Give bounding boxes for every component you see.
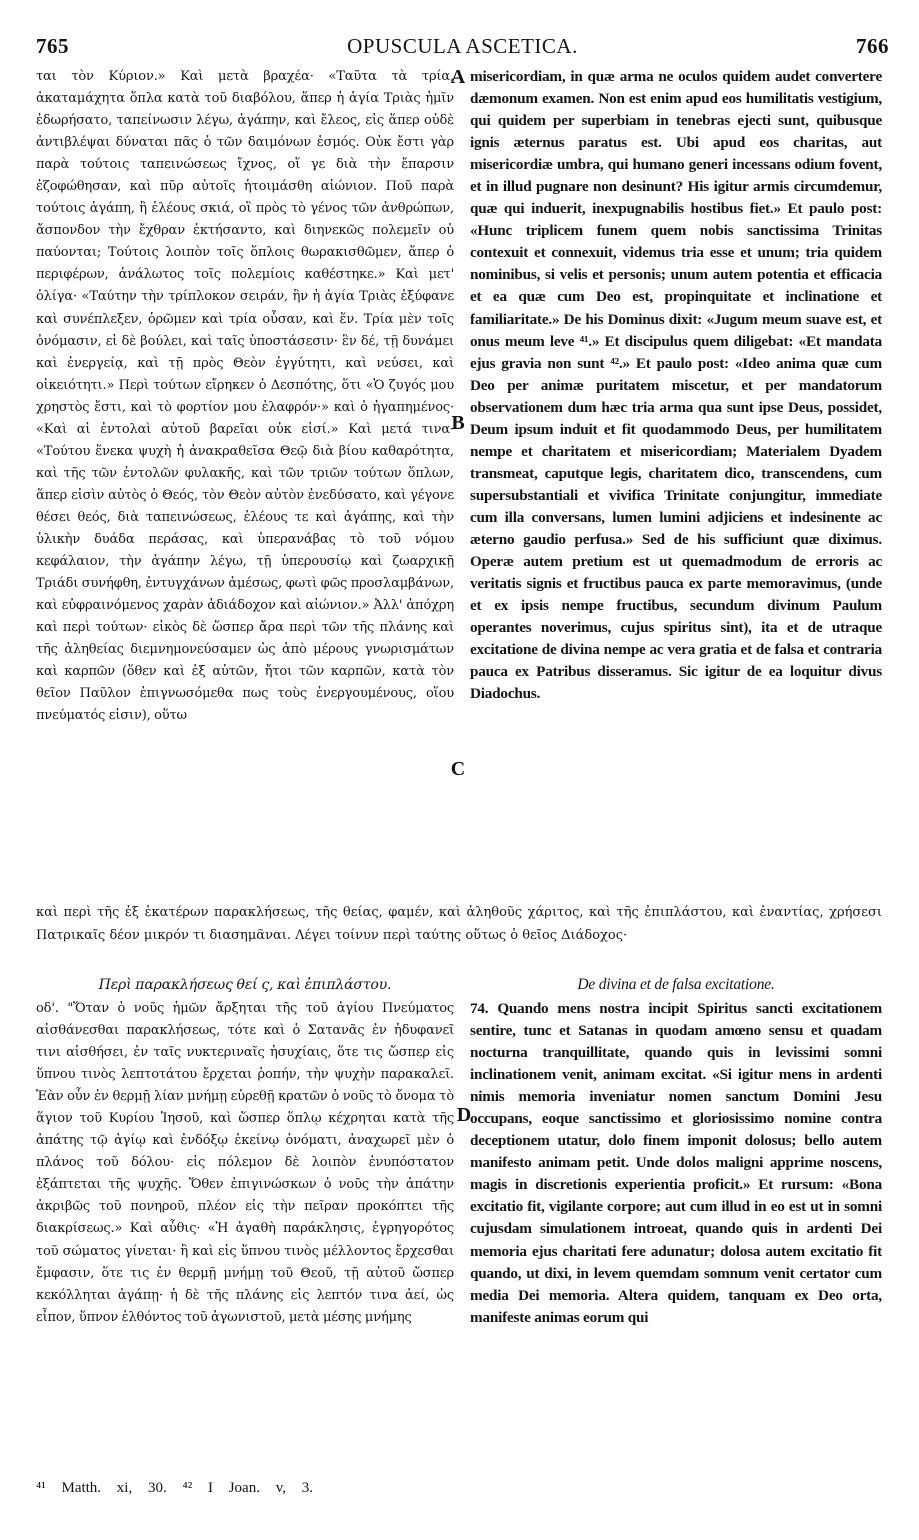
page-number-left: 765 — [36, 34, 69, 58]
latin-text-bottom: 74. Quando mens nostra incipit Spiritus sancti excitationem sentire, tunc et Satanas in quodam amœno sensu et quadam nocturna tranquillitate, quando quis in levissimi somni inclinationem venit, animam excitat. «Si igitur mens in ardenti nimis memoria inveniatur nomen sanctum Domini Jesu occupans, eoque sanctissimo et gloriosissimo nomine contra deceptionem utatur, dolo finem imponit dolosus; bello autem manifesto animam petit. Unde dolos maligni apprime noscens, magis in discretionis experientia proficit.» Et rursum: «Bona excitatio fit, vigilante corpore; aut cum illud in eo est ut in somni cujusdam simulationem introeat, quando quis in ardenti Dei memoria ejus charitati fere adunatur; dolosa autem excitatio fit quando, ut dixi, in levem quemdam somnum venit certator cum media Dei memoria. Altera quidem, tanquam ex Deo orta, manifeste animas eorum qui — [470, 1000, 882, 1326]
greek-text-top: ται τὸν Κύριον.» Καὶ μετὰ βραχέα· «Ταῦτα τὰ τρία, ἀκαταμάχητα ὅπλα κατὰ τοῦ διαβόλου, ἅπερ ἡ ἁγία Τριὰς ἡμῖν ἐδωρήσατο, ταπείνωσιν λέγω, ἀγάπην, καὶ ἔλεος, εἰς ἅπερ οὐδὲ ἀντιβλέψαι δύναται πᾶς ὁ τῶν δαιμόνων ἑσμός. Οὐκ ἔστι γὰρ παρὰ τούτοις ταπεινώσεως ἴχνος, οἵ γε διὰ τὴν ἔπαρσιν ἐζοφώθησαν, καὶ πῦρ αὐτοῖς ἡτοιμάσθη αἰώνιον. Ποῦ παρὰ τούτοις ἀγάπη, ἢ ἐλέους σκιά, οἳ πρὸς τὸ γένος τῶν ἀνθρώπων, ἄσπονδον τὴν ἔχθραν ἐκτήσαντο, καὶ διηνεκῶς πολεμεῖν οὐ παύονται; Τούτοις λοιπὸν τοῖς ὅπλοις θωρακισθῶμεν, ἅπερ ὁ περιφέρων, ἀνάλωτος τοῖς πολεμίοις καθέστηκε.» Καὶ μετ' ὀλίγα· «Ταύτην τὴν τρίπλοκον σειράν, ἣν ἡ ἁγία Τριὰς ἐξύφανε καὶ συνέπλεξεν, ὁρῶμεν καὶ τρία οὖσαν, καὶ ἕν. Τρία μὲν τοῖς ὀνόμασιν, εἰ δὲ βούλει, καὶ ταῖς ὑποστάσεσιν· ἓν δέ, τῇ δυνάμει καὶ ἐνεργείᾳ, καὶ τῇ πρὸς Θεὸν ἐγγύτητι, καὶ νεύσει, καὶ οἰκειότητι.» Περὶ τούτων εἴρηκεν ὁ Δεσπότης, ὅτι «Ὁ ζυγός μου χρηστὸς ἔστι, καὶ τὸ φορτίον μου ἐλαφρόν·» καὶ ὁ ἠγαπημένος· «Καὶ αἱ ἐντολαὶ αὐτοῦ βαρεῖαι οὐκ εἰσί.» Καὶ μετά τινα· «Τούτου ἕνεκα ψυχὴ ἡ ἀνακραθεῖσα Θεῷ διὰ βίου καθαρότητα, καὶ τῆς τῶν ἐντολῶν φυλακῆς, καὶ τῶν τριῶν τούτων ὅπλων, ἅπερ εἰσὶν αὐτὸς ὁ Θεός, τὸν Θεὸν αὐτὸν ἐνεδύσατο, καὶ γέγονε θέσει θεός, διὰ ταπεινώσεως, ἐλέους τε καὶ ἀγάπης, καὶ τὴν ὑλικὴν δυάδα περάσας, καὶ ὑπερανάβας τὸ τοῦ νόμου κεφάλαιον, τὴν ἀγάπην λέγω, τῇ ὑπερουσίῳ καὶ ζωαρχικῇ Τριάδι συνήφθη, ἐντυγχάνων ἀμέσως, φωτὶ φῶς προσλαμβάνων, καὶ εὐφραινόμενος χαρὰν ἀδιάδοχον καὶ αἰώνιον.» Ἀλλ' ἀπόχρη καὶ περὶ τούτων· εἰκὸς δὲ ὥσπερ ἄρα περὶ τῶν τῆς πλάνης καὶ τῆς ἀληθείας διεμνημονεύσαμεν ὡς ἀπὸ μέρους γνωρισμάτων καὶ καρπῶν (ὅθεν καὶ ἐξ αὐτῶν, ἤτοι τῶν καρπῶν, κατὰ τὸν θεῖον Παῦλον ἐπιγνωσόμεθα πως τοὺς ἐνεργουμένους, οἵου πνεύματός εἰσιν), οὕτω — [36, 69, 454, 724]
greek-heading-text: Περὶ παρακλήσεως θεί ς, καὶ ἐπιπλάστου. — [98, 977, 392, 993]
greek-column-top — [36, 66, 454, 902]
greek-text-bottom: οδ'. "Ὅταν ὁ νοῦς ἡμῶν ἄρξηται τῆς τοῦ ἁγίου Πνεύματος αἰσθάνεσθαι παρακλήσεως, τότε καὶ ὁ Σατανᾶς ἐν ἡδυφανεῖ τινι αἰσθήσει, ἐν ταῖς νυκτεριναῖς ἡσυχίαις, ὅτε τις ὥσπερ εἰς ὕπνου τινὸς λεπτοτάτου ἔρχεται ῥοπήν, τὴν ψυχὴν παρακαλεῖ. Ἐὰν οὖν ἐν θερμῇ λίαν μνήμῃ εὑρεθῇ κρατῶν ὁ νοῦς τὸ ὄνομα τὸ ἅγιον τοῦ Κυρίου Ἰησοῦ, καὶ ὥσπερ ὅπλῳ κέχρηται κατὰ τῆς ἀπάτης τῷ ἁγίῳ καὶ ἐνδόξῳ ἐκείνῳ ὀνόματι, ἀναχωρεῖ μὲν ὁ πλάνος τοῦ δόλου· εἰς πόλεμον δὲ λοιπὸν ἐνυπόστατον ἐξάπτεται τῆς ψυχῆς. Ὅθεν ἐπιγινώσκων ὁ νοῦς τὴν ἀπάτην ἀκριβῶς τοῦ πονηροῦ, πλέον εἰς τὴν πεῖραν προκόπτει τῆς διακρίσεως.» Καὶ αὖθις· «Ἡ ἀγαθὴ παράκλησις, ἐγρηγορότος τοῦ σώματος γίνεται· ἢ καὶ εἰς ὕπνου τινὸς μέλλοντος ἔρχεσθαι ἔμφασιν, ὅτε τις ἐν θερμῇ μνήμῃ τοῦ Θεοῦ, τῇ αὐτοῦ ὥσπερ κεκόλληται ἀγάπῃ· ἡ δὲ τῆς πλάνης εἰς λεπτόν τινα ἀεί, ὡς εἶπον, ὕπνον ἐλθόντος τοῦ ἀγωνιστοῦ, μετὰ μέσης μνήμης — [36, 1001, 454, 1325]
margin-marker-b: B — [451, 412, 465, 434]
greek-text-full: καὶ περὶ τῆς ἐξ ἑκατέρων παρακλήσεως, τῆς θείας, φαμέν, καὶ ἀληθοῦς χάριτος, καὶ τῆς ἐπιπλάστου, καὶ ἐναντίας, χρήσεσι Πατρικαῖς δέον μικρόν τι διασημᾶναι. Λέγει τοίνυν περὶ ταύτης οὕτως ὁ θεῖος Διάδοχος· — [36, 905, 882, 943]
margin-marker-a: A — [450, 66, 466, 88]
latin-column-top — [470, 66, 882, 902]
latin-heading-text: De divina et de falsa excitatione. — [577, 976, 775, 993]
footnotes: ⁴¹ Matth. xi, 30. ⁴² I Joan. v, 3. — [36, 1480, 313, 1496]
running-title: OPUSCULA ASCETICA. — [347, 34, 578, 58]
latin-column-bottom — [470, 998, 882, 1426]
latin-text-top: misericordiam, in quæ arma ne oculos quidem audet convertere dæmonum examen. Non est enim apud eos humilitatis vestigium, qui quidem per superbiam in tenebras ejecti sunt, quibusque ignis æternus paratus est. Ubi apud eos charitas, aut misericordiæ umbra, qui humano generi incessans odium fovent, et in illud pugnare non desinunt? His igitur armis circumdemur, quæ qui induerit, inexpugnabilis hostibus fiet.» Et paulo post: «Hunc triplicem funem quem nobis sanctissima Trinitas contexuit et connexuit, videmus tria esse et unum; tria quidem nominibus, si velis et personis; unum autem potentia et efficacia et ea quæ cum Deo est, propinquitate et inclinatione et familiaritate.» De his Dominus dixit: «Jugum meum suave est, et onus meum leve ⁴¹.» Et discipulus quem diligebat: «Et mandata ejus gravia non sunt ⁴².» Et paulo post: «Ideo anima quæ cum Deo per animæ puritatem miscetur, et per mandatorum observationem dum hæc tria arma qua sunt ipse Deus, possidet, Deum ipsum induit et fit quodammodo Deus, per humilitatem nempe et charitatem et misericordiam; Materialem Dyadem transmeat, caputque legis, charitatem dico, transcendens, cum supersubstantiali et vivifica Trinitate conjungitur, immediate cum illa conversans, lumen lumini adjiciens et indesinente ac æterno gaudio perfusa.» Sed de his sufficiunt quæ diximus. Operæ autem pretium est ut quemadmodum de erroris ac veritatis signis et fructibus pauca ex parte memoravimus, (unde et ex ipsis nempe fructibus, secundum divinum Paulum operantes noverimus, cujus spiritus sint), ita et de utraque excitatione de divina nempe ac vera gratia et de falsa et contraria pauca ex Patribus disseramus. Sic igitur de ea loquitur divus Diadochus. — [470, 68, 882, 703]
greek-section-heading — [36, 974, 454, 998]
margin-marker-d: D — [456, 1104, 472, 1126]
greek-full-width-paragraph — [36, 902, 882, 972]
page-number-right: 766 — [856, 34, 889, 58]
page-header — [36, 34, 889, 60]
margin-marker-c: C — [450, 758, 466, 780]
latin-section-heading — [470, 974, 882, 998]
greek-column-bottom — [36, 998, 454, 1426]
